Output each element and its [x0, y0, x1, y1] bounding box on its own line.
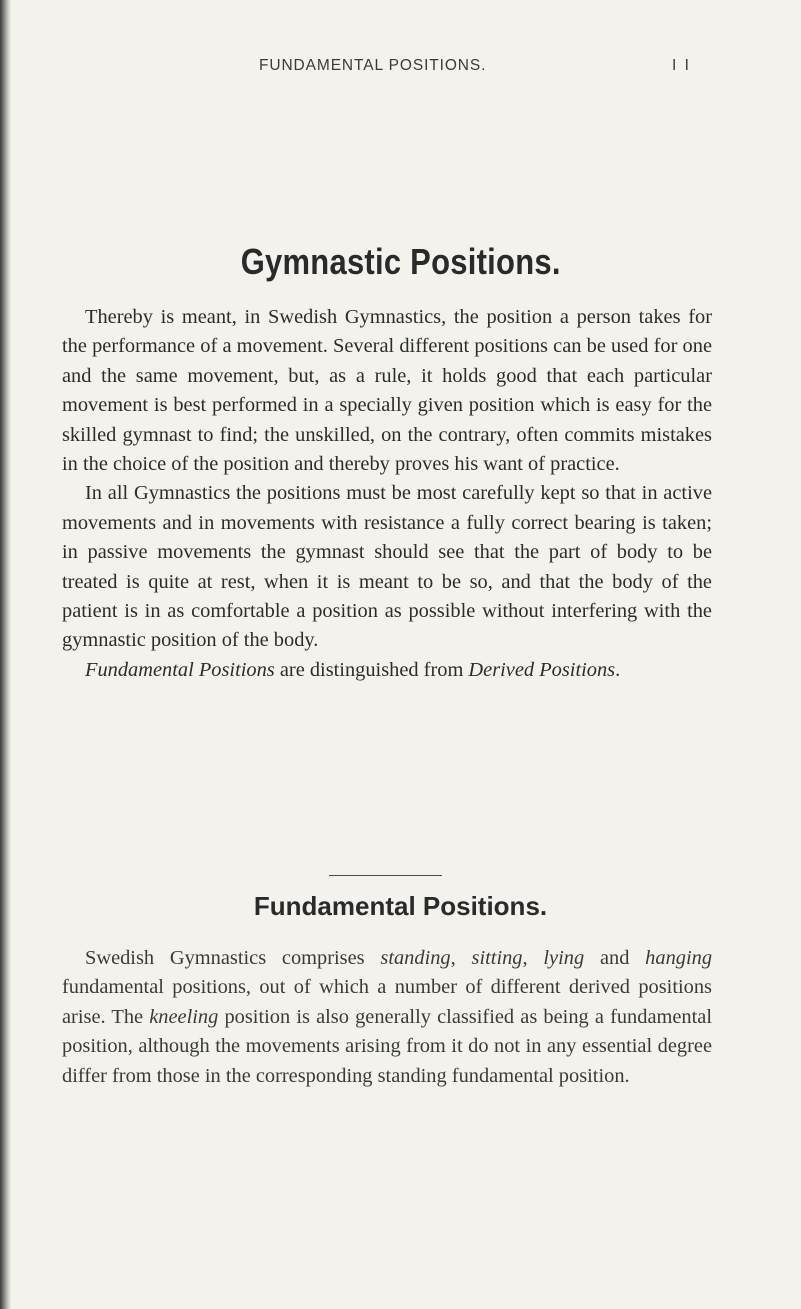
running-head: FUNDAMENTAL POSITIONS. [259, 57, 487, 74]
section-text-sep-2: , [522, 947, 544, 969]
intro-paragraph-3-end: . [615, 658, 621, 681]
section-text-sep-3: and [584, 947, 646, 969]
term-sitting: sitting [471, 947, 523, 969]
section-text-a: Swedish Gymnastics comprises [85, 947, 381, 969]
section-text [62, 944, 712, 1091]
term-hanging: hanging [645, 947, 713, 969]
section-heading: Fundamental Positions. [253, 891, 548, 921]
intro-paragraph-3 [62, 656, 712, 685]
term-kneeling: kneeling [149, 1005, 219, 1028]
intro-text [62, 303, 712, 685]
intro-paragraph-2: In all Gymnastics the positions must be most carefully kept so that in active movements and in movements with resistance a fully correct bearing is taken; in passive movements the gymnast should see that the part of body to be treated is quite at rest, when it is meant to be so, and that the body of the patient is in as comfortable a position as possible without interfering with the gymnastic position of the body. [62, 482, 712, 652]
page-title: Gymnastic Positions. [240, 241, 561, 282]
section-divider [329, 875, 442, 876]
section-text-b: fundamental positions, out of which a number of different derived positions arise. The [62, 976, 712, 1028]
section-text-sep-1: , [450, 947, 472, 969]
term-standing: standing [380, 947, 451, 969]
term-fundamental-positions: Fundamental Positions [85, 658, 275, 681]
term-derived-positions: Derived Positions [468, 658, 616, 681]
intro-paragraph-1: Thereby is meant, in Swedish Gymnastics, the position a person takes for the performance of a movement. Several different positions can be used for one and the same movement, but, as a rule, it holds good that each particular movement is best performed in a specially given position which is easy for the skilled gymnast to find; the unskilled, on the contrary, often commits mistakes in the choice of the position and thereby proves his want of practice. [62, 306, 712, 476]
term-lying: lying [543, 947, 585, 969]
page-number: I I [672, 57, 691, 74]
intro-paragraph-3-middle: are distinguished from [274, 658, 469, 681]
section-paragraph-1 [62, 944, 712, 1091]
section-text-c: position is also generally classified as being a fundamental position, although the movements arising from it do not in any essential degree differ from those in the corresponding standing fundamental position. [62, 1005, 712, 1087]
